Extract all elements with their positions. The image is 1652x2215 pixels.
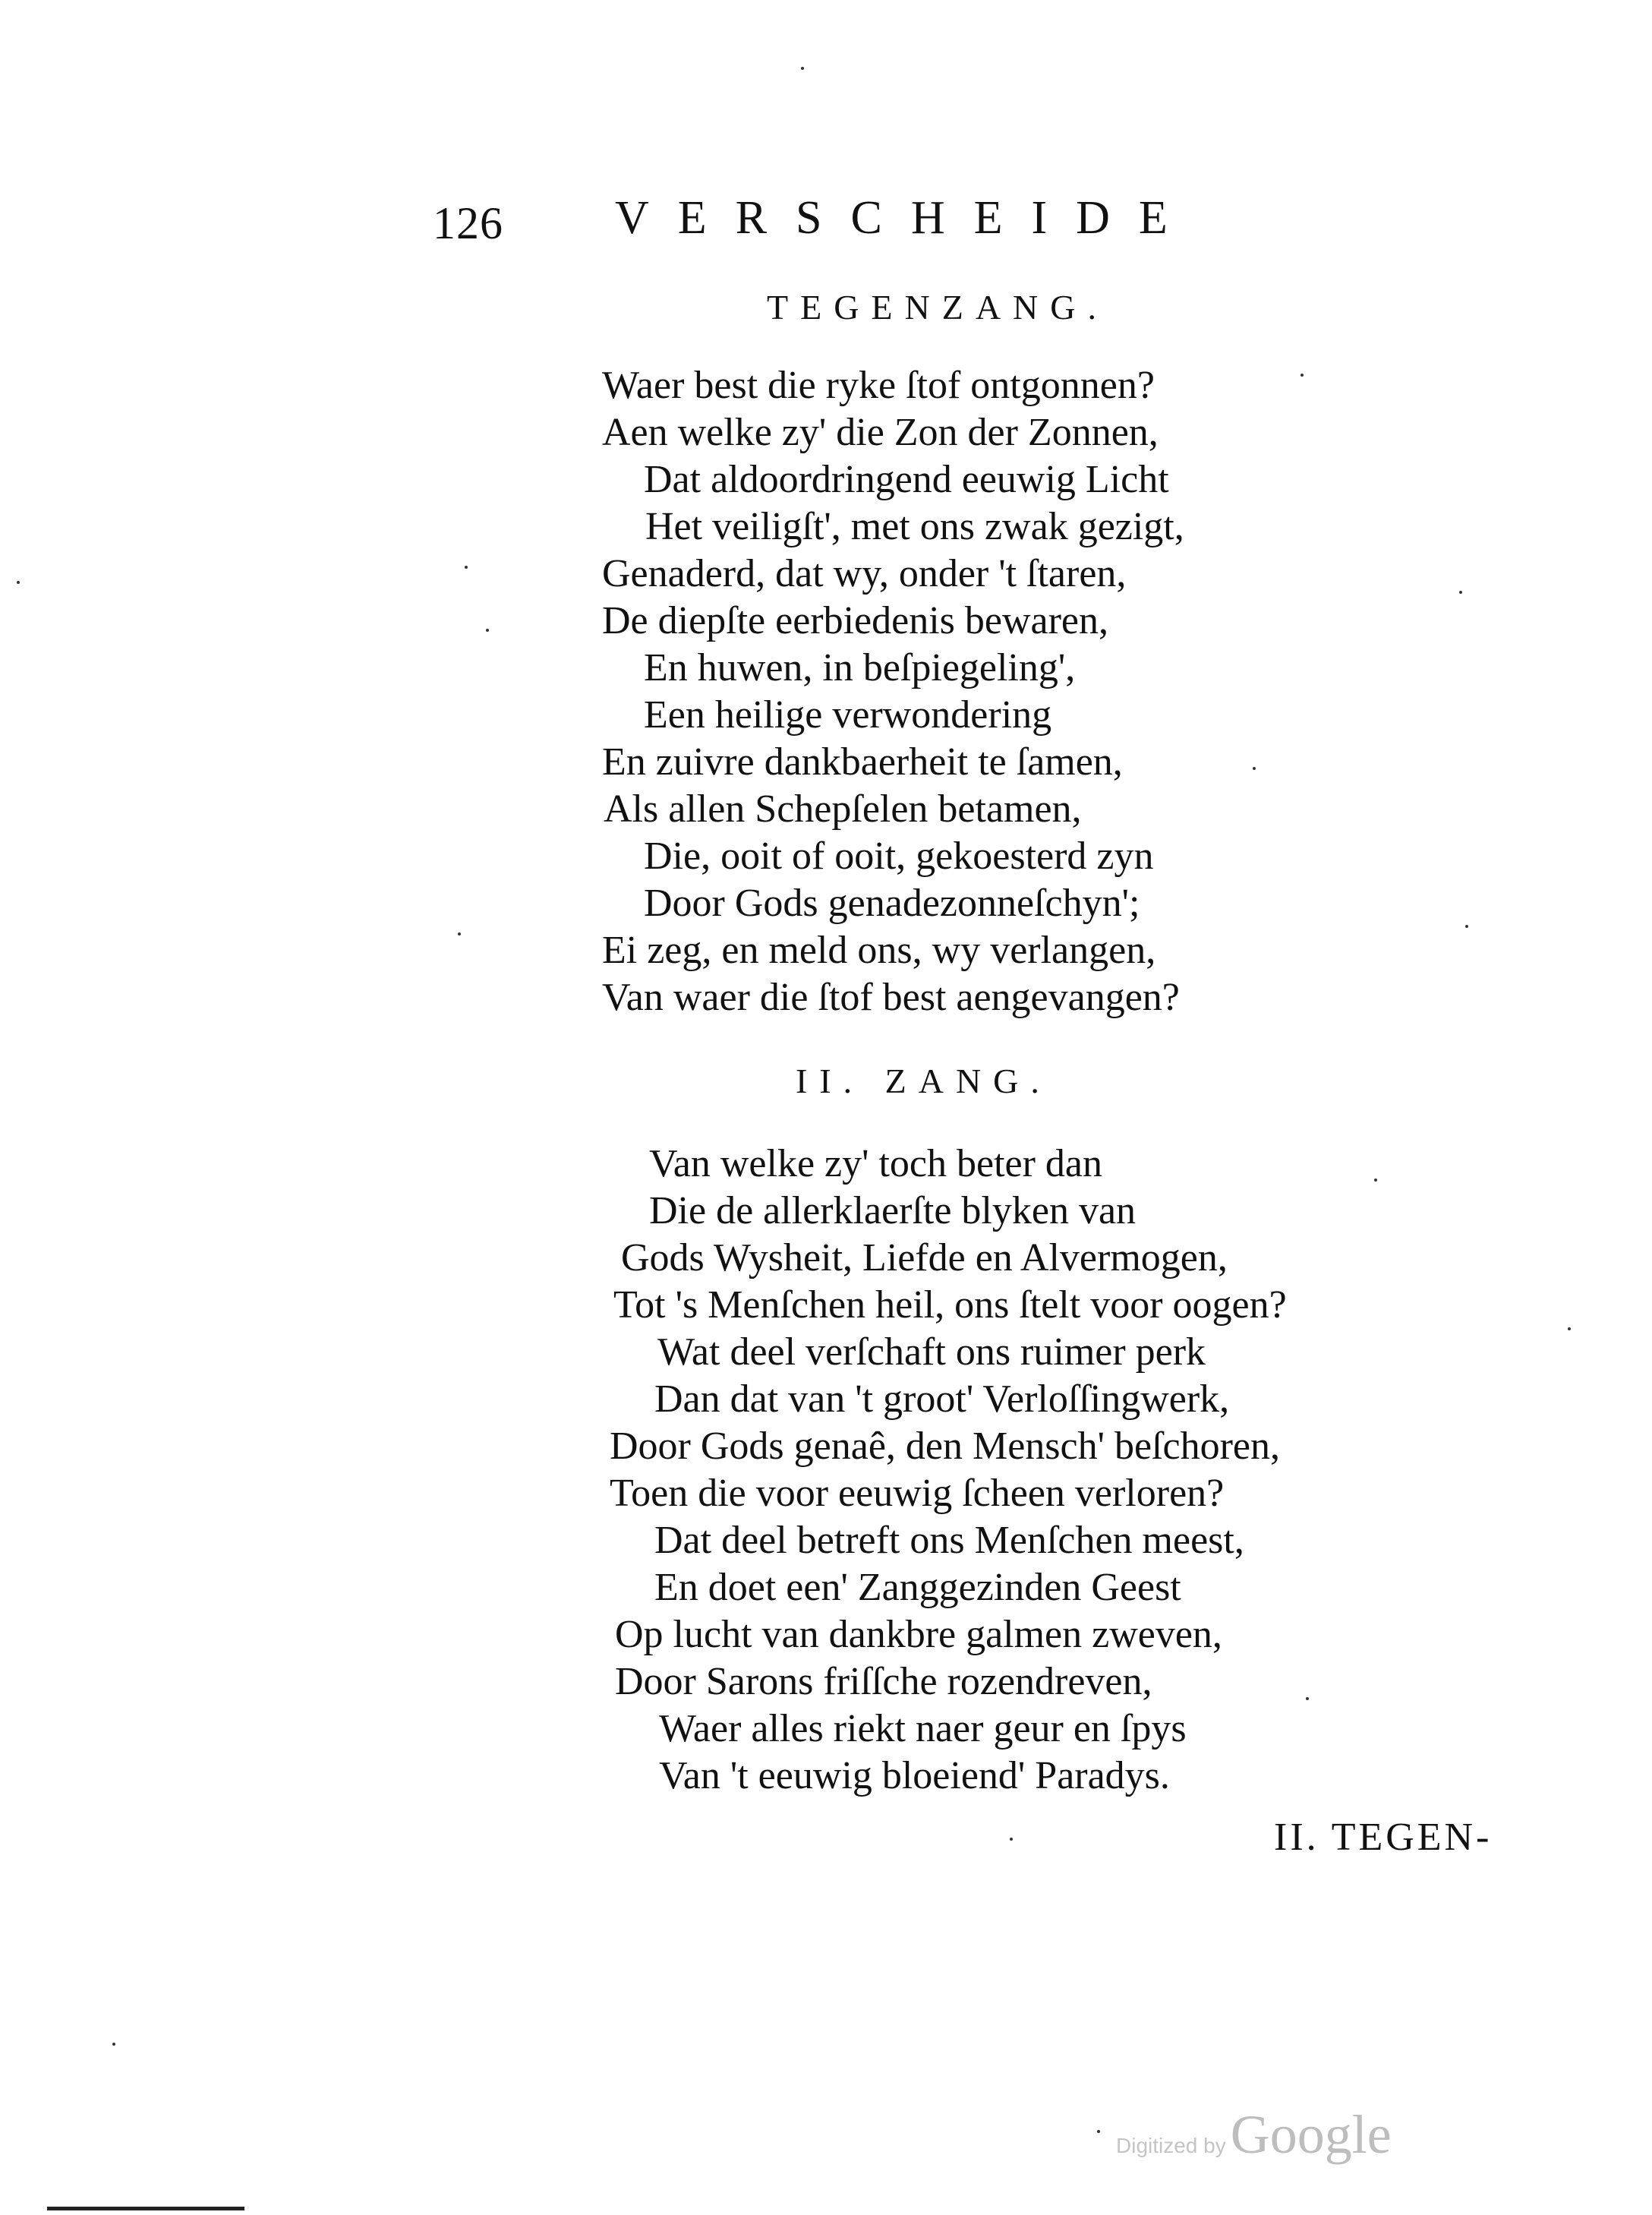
scan-speck	[1465, 925, 1468, 928]
verse-line: Als allen Schepſelen betamen,	[604, 787, 1082, 831]
google-logo: Google	[1230, 2104, 1392, 2165]
verse-line: Van 't eeuwig bloeiend' Paradys.	[659, 1754, 1170, 1797]
verse-line: Dat deel betreft ons Menſchen meest,	[654, 1519, 1244, 1562]
verse-line: Die, ooit of ooit, gekoesterd zyn	[644, 835, 1154, 878]
verse-line: Op lucht van dankbre galmen zweven,	[615, 1613, 1222, 1656]
section-heading-tegenzang: TEGENZANG.	[767, 288, 1108, 327]
scan-speck	[801, 67, 804, 70]
scan-speck	[17, 581, 20, 584]
verse-line: Die de allerklaerſte blyken van	[649, 1189, 1137, 1232]
verse-line: En zuivre dankbaerheit te ſamen,	[602, 740, 1123, 784]
bottom-edge-rule	[47, 2207, 244, 2210]
scan-speck	[486, 629, 489, 632]
verse-line: Door Gods genaê, den Mensch' beſchoren,	[610, 1425, 1280, 1468]
catchword: II. TEGEN-	[1274, 1816, 1493, 1859]
section-heading-zang: II. ZANG.	[796, 1062, 1051, 1100]
scan-speck	[458, 932, 461, 936]
verse-line: Ei zeg, en meld ons, wy verlangen,	[602, 929, 1156, 972]
verse-line: Toen die voor eeuwig ſcheen verloren?	[610, 1472, 1225, 1515]
verse-line: Wat deel verſchaft ons ruimer perk	[657, 1330, 1206, 1374]
page-number: 126	[433, 198, 503, 248]
scan-speck	[1010, 1838, 1013, 1841]
running-title: VERSCHEIDE	[615, 192, 1196, 244]
scan-speck	[465, 566, 468, 569]
verse-line: Dan dat van 't groot' Verloſſingwerk,	[654, 1377, 1230, 1421]
verse-line: Door Gods genadezonneſchyn';	[644, 882, 1140, 925]
verse-line: Waer alles riekt naer geur en ſpys	[659, 1707, 1187, 1750]
scan-speck	[112, 2043, 115, 2046]
verse-line: Van waer die ſtof best aengevangen?	[602, 976, 1180, 1019]
digitized-watermark	[1116, 2103, 1392, 2166]
verse-line: Aen welke zy' die Zon der Zonnen,	[602, 411, 1159, 454]
verse-line: Genaderd, dat wy, onder 't ſtaren,	[602, 552, 1127, 595]
scan-speck	[1300, 374, 1304, 377]
verse-line: Waer best die ryke ſtof ontgonnen?	[602, 364, 1155, 407]
verse-line: Dat aldoordringend eeuwig Licht	[644, 458, 1169, 501]
scan-speck	[1306, 1697, 1309, 1700]
scan-speck	[1097, 2130, 1100, 2133]
verse-line: Een heilige verwondering	[644, 693, 1052, 737]
verse-line: De diepſte eerbiedenis bewaren,	[602, 599, 1109, 642]
verse-line: En doet een' Zanggezinden Geest	[654, 1566, 1181, 1609]
verse-line: Door Sarons friſſche rozendreven,	[615, 1660, 1152, 1703]
scan-speck	[1459, 591, 1462, 594]
verse-line: En huwen, in beſpiegeling',	[644, 646, 1076, 689]
verse-line: Het veiligſt', met ons zwak gezigt,	[645, 505, 1184, 548]
verse-line: Tot 's Menſchen heil, ons ſtelt voor oogen?	[613, 1283, 1287, 1327]
scan-speck	[1374, 1178, 1377, 1182]
verse-line: Gods Wysheit, Liefde en Alvermogen,	[621, 1236, 1228, 1279]
verse-line: Van welke zy' toch beter dan	[649, 1142, 1103, 1185]
scan-speck	[1568, 1327, 1571, 1330]
scan-speck	[1253, 767, 1256, 770]
watermark-prefix: Digitized by	[1116, 2134, 1226, 2157]
